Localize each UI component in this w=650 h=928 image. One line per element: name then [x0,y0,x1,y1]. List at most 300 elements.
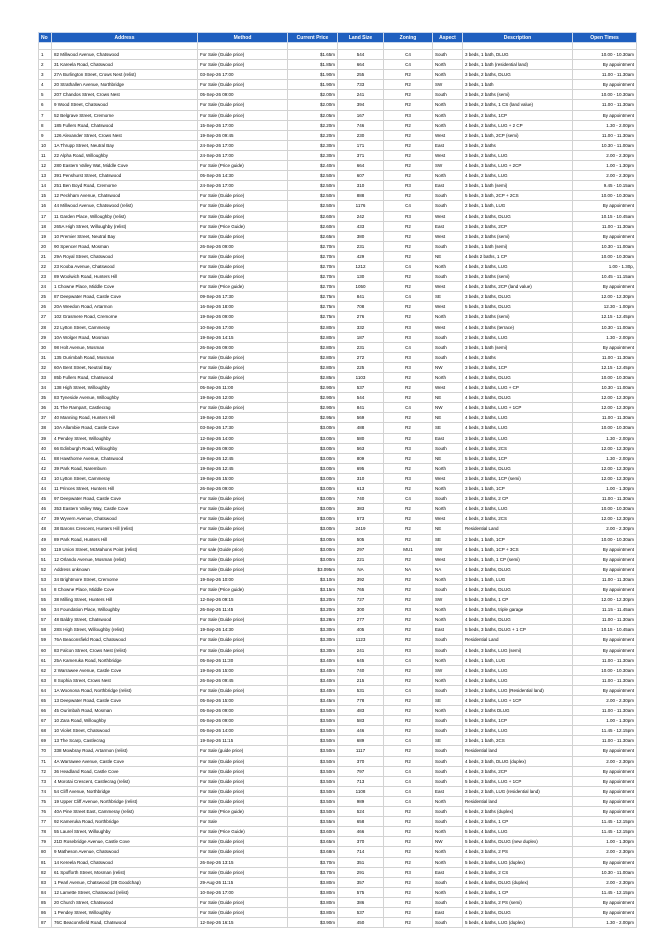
table-row[interactable] [39,635,637,645]
cell-description: 4 beds, 1 bath, 1CP + 3CS [463,544,573,554]
table-row[interactable] [39,161,637,171]
table-row[interactable] [39,120,637,130]
cell-no: 67 [39,716,52,726]
cell-address: 20 Church Street, Chatswood [52,897,198,907]
table-row[interactable] [39,90,637,100]
cell-no: 4 [39,80,52,90]
cell-land-size: 695 [338,463,384,473]
table-row[interactable] [39,696,637,706]
table-row[interactable] [39,201,637,211]
cell-open-times: 1.30 - 2.00pm [573,433,637,443]
cell-aspect: North [433,261,463,271]
cell-land-size: 841 [338,292,384,302]
cell-method: For Sale (Price guide) [198,282,288,292]
cell-method: 12-Sep-26 14:00 [198,433,288,443]
cell-address: 353 Eastern Valley Way, Castle Cove [52,504,198,514]
table-row[interactable] [39,918,637,928]
table-row[interactable] [39,786,637,796]
cell-open-times: 12.30 - 1.00pm [573,302,637,312]
cell-aspect: NW [433,837,463,847]
cell-no: 44 [39,484,52,494]
table-row[interactable] [39,373,637,383]
cell-open-times: 11.00 - 11.30am [573,130,637,140]
cell-description: 3 beds, 1 bath, 1CP [463,484,573,494]
table-row[interactable] [39,584,637,594]
cell-method: For Sale (Guide price) [198,554,288,564]
cell-open-times: 2.00 - 2.30pm [573,524,637,534]
cell-description: 4 beds, 3 baths, 2 PS [463,847,573,857]
column-header-method[interactable]: Method [198,33,288,43]
cell-description: 4 beds, 3 baths, DLUG [463,615,573,625]
cell-open-times: 11.15 - 11.45am [573,605,637,615]
column-header-open-times[interactable]: Open Times [573,33,637,43]
cell-description: 4 beds, 3 baths, 2 PS (semi) [463,897,573,907]
table-row[interactable] [39,615,637,625]
cell-aspect: South [433,50,463,60]
table-row[interactable] [39,665,637,675]
cell-method: For Sale (Guide price) [198,231,288,241]
cell-no: 32 [39,362,52,372]
cell-open-times: 12.00 - 12.30pm [573,403,637,413]
table-row[interactable] [39,524,637,534]
table-row[interactable] [39,605,637,615]
cell-method: 05-Sep-26 11:00 [198,383,288,393]
table-row[interactable] [39,50,637,60]
cell-price: $3.70m [288,857,338,867]
column-header-no[interactable]: No [39,33,52,43]
cell-zoning: R2 [384,827,433,837]
table-row[interactable] [39,443,637,453]
cell-land-size: 1123 [338,635,384,645]
cell-description: 4 beds, 2 baths, LUG [463,504,573,514]
table-row[interactable] [39,534,637,544]
cell-land-size: 613 [338,484,384,494]
cell-address: 48 Baldry Street, Chatswood [52,615,198,625]
table-row[interactable] [39,827,637,837]
cell-open-times: 1.00 - 1.30p, [573,261,637,271]
cell-address: 55 Laurel Street, Willoughby [52,827,198,837]
cell-aspect: West [433,150,463,160]
table-row[interactable] [39,272,637,282]
table-row[interactable] [39,433,637,443]
cell-description: 3 beds, 2 baths [463,140,573,150]
table-row[interactable] [39,181,637,191]
cell-address: 39 Wyvern Avenue, Chatswood [52,514,198,524]
cell-aspect: SW [433,595,463,605]
cell-land-size: 841 [338,403,384,413]
table-row[interactable] [39,907,637,917]
cell-land-size: 483 [338,706,384,716]
column-header-description[interactable]: Description [463,33,573,43]
cell-method: For Sale (Guide price) [198,251,288,261]
cell-no: 41 [39,453,52,463]
cell-open-times: 11.00 - 11.30am [573,574,637,584]
cell-land-size: 505 [338,534,384,544]
table-row[interactable] [39,221,637,231]
table-row[interactable] [39,756,637,766]
cell-open-times: 11.00 - 11.30am [573,494,637,504]
cell-no: 29 [39,332,52,342]
cell-price: $2.75m [288,302,338,312]
cell-price: $3.00m [288,554,338,564]
table-row[interactable] [39,847,637,857]
cell-land-size: 383 [338,504,384,514]
table-row[interactable] [39,80,637,90]
cell-open-times: 2.00 - 2.30pm [573,171,637,181]
cell-open-times: 10.30 - 11.00am [573,383,637,393]
table-row[interactable] [39,796,637,806]
cell-land-size: 569 [338,413,384,423]
table-row[interactable] [39,817,637,827]
cell-method: For Sale (Guide price) [198,756,288,766]
cell-aspect: East [433,907,463,917]
table-row[interactable] [39,342,637,352]
table-row[interactable] [39,807,637,817]
cell-land-size: 714 [338,847,384,857]
cell-open-times: 12.00 - 12.30pm [573,463,637,473]
table-row[interactable] [39,312,637,322]
cell-method: For Sale (Guide price) [198,635,288,645]
cell-open-times: 12.00 - 12.30pm [573,473,637,483]
cell-description: 4 beds, 3 baths, LUG (semi) [463,645,573,655]
cell-land-size: 433 [338,221,384,231]
cell-land-size: 746 [338,120,384,130]
cell-zoning: R3 [384,332,433,342]
cell-aspect: North [433,827,463,837]
cell-address: 36 Headland Road, Castle Cove [52,766,198,776]
cell-aspect: South [433,342,463,352]
cell-no: 30 [39,342,52,352]
table-row[interactable] [39,463,637,473]
cell-description: 3 beds, 2 baths, 1 CS (land value) [463,100,573,110]
cell-open-times: 10.30 - 11.00am [573,140,637,150]
table-row[interactable] [39,726,637,736]
cell-zoning: R2 [384,554,433,564]
cell-aspect: North [433,796,463,806]
cell-no: 60 [39,645,52,655]
cell-land-size: 241 [338,645,384,655]
cell-land-size: 310 [338,181,384,191]
table-row[interactable] [39,716,637,726]
table-row[interactable] [39,191,637,201]
cell-aspect: North [433,605,463,615]
cell-address: 83 Falcon Street, Crows Nest (relist) [52,645,198,655]
cell-land-size: 989 [338,796,384,806]
table-row[interactable] [39,655,637,665]
table-row[interactable] [39,544,637,554]
cell-land-size: 371 [338,150,384,160]
column-header-address[interactable]: Address [52,33,198,43]
cell-no: 15 [39,191,52,201]
cell-no: 80 [39,847,52,857]
table-row[interactable] [39,857,637,867]
cell-zoning: NA [384,564,433,574]
table-row[interactable] [39,473,637,483]
cell-no: 55 [39,595,52,605]
table-row[interactable] [39,504,637,514]
cell-land-size: 563 [338,443,384,453]
cell-land-size: 778 [338,696,384,706]
table-row[interactable] [39,746,637,756]
table-row[interactable] [39,675,637,685]
cell-aspect: South [433,443,463,453]
cell-open-times: 12.15 - 12.45pm [573,312,637,322]
cell-aspect: SW [433,665,463,675]
cell-price: $2.05m [288,110,338,120]
cell-open-times: 10.45 - 11.15am [573,272,637,282]
cell-land-size: 300 [338,605,384,615]
cell-no: 22 [39,261,52,271]
cell-description: 4 beds 2 baths, 1 CP [463,251,573,261]
cell-no: 51 [39,554,52,564]
cell-address: 251 Ben Boyd Road, Cremorne [52,181,198,191]
cell-address: 338 Mowbray Road, Artarmon (relist) [52,746,198,756]
cell-price: $2.65m [288,231,338,241]
cell-address: 4 Pendey Street, Willoughby [52,433,198,443]
cell-land-size: 645 [338,655,384,665]
cell-zoning: R2 [384,373,433,383]
cell-method: 24-Sep-26 17:00 [198,181,288,191]
table-row[interactable] [39,625,637,635]
cell-land-size: 1117 [338,746,384,756]
cell-price: $3.50m [288,766,338,776]
cell-description: 4 beds, 2 baths, LUG [463,675,573,685]
table-row[interactable] [39,292,637,302]
cell-address: 391 Penshurst Street, Chatswood [52,171,198,181]
cell-price: $2.75m [288,292,338,302]
table-row[interactable] [39,241,637,251]
cell-open-times: By appointment [573,554,637,564]
table-row[interactable] [39,514,637,524]
cell-zoning: R2 [384,90,433,100]
table-row[interactable] [39,736,637,746]
cell-price: $3.50m [288,736,338,746]
table-row[interactable] [39,867,637,877]
cell-description: 3 beds, 2 baths, 1CP [463,362,573,372]
column-header-zoning[interactable]: Zoning [384,33,433,43]
cell-price: $1.85m [288,60,338,70]
cell-no: 69 [39,736,52,746]
cell-address: 82 Millwood Avenue, Chatswood [52,50,198,60]
table-row[interactable] [39,595,637,605]
cell-aspect: North [433,110,463,120]
cell-land-size: 370 [338,756,384,766]
table-row[interactable] [39,484,637,494]
cell-zoning: R2 [384,383,433,393]
cell-description: 4 beds, 2 baths, LUG + 2 CP [463,120,573,130]
cell-aspect: East [433,867,463,877]
cell-aspect: South [433,272,463,282]
table-row[interactable] [39,837,637,847]
cell-no: 85 [39,897,52,907]
cell-zoning: R2 [384,423,433,433]
table-row[interactable] [39,282,637,292]
cell-address: 2 Warrawee Avenue, Castle Cove [52,665,198,675]
table-row[interactable] [39,685,637,695]
table-row[interactable] [39,171,637,181]
cell-method: 26-Sep-26 09:45 [198,675,288,685]
cell-method: 19-Sep-26 15:00 [198,473,288,483]
cell-description: 3 beds, 2 baths, LUG [463,433,573,443]
cell-zoning: R3 [384,645,433,655]
cell-land-size: 272 [338,352,384,362]
table-row[interactable] [39,877,637,887]
cell-no: 82 [39,867,52,877]
cell-address: 90 Spencer Road, Mosman [52,241,198,251]
cell-no: 34 [39,383,52,393]
cell-description: 4 beds, 3 baths, LUG + 1CP [463,403,573,413]
table-row[interactable] [39,251,637,261]
column-header-current-price[interactable]: Current Price [288,33,338,43]
cell-address: 102 Grasmere Road, Cremorne [52,312,198,322]
cell-aspect: West [433,282,463,292]
cell-method: 09-Sep-26 17:30 [198,292,288,302]
table-row[interactable] [39,887,637,897]
cell-zoning: R2 [384,312,433,322]
table-row[interactable] [39,776,637,786]
table-row[interactable] [39,150,637,160]
table-row[interactable] [39,897,637,907]
cell-open-times: By appointment [573,796,637,806]
table-row[interactable] [39,645,637,655]
cell-no: 45 [39,494,52,504]
table-row[interactable] [39,383,637,393]
table-row[interactable] [39,322,637,332]
cell-method: For Sale (Guide price) [198,534,288,544]
table-row[interactable] [39,110,637,120]
table-row[interactable] [39,302,637,312]
cell-open-times: By appointment [573,282,637,292]
table-row[interactable] [39,70,637,80]
table-row[interactable] [39,140,637,150]
cell-description: 5 beds, 3 baths, DLUG [463,302,573,312]
cell-price: $3.50m [288,716,338,726]
cell-open-times: 1.00 - 1.30pm [573,716,637,726]
cell-aspect: SE [433,696,463,706]
cell-method: For Sale (Guide price) [198,272,288,282]
cell-method: For Sale (Guide price) [198,766,288,776]
cell-no: 84 [39,887,52,897]
cell-land-size: 580 [338,433,384,443]
cell-method: For Sale (Guide price) [198,201,288,211]
table-row[interactable] [39,211,637,221]
cell-no: 73 [39,776,52,786]
cell-zoning: R2 [384,837,433,847]
cell-aspect: South [433,766,463,776]
cell-address: 88 Hawthorne Avenue, Chatswood [52,453,198,463]
table-row[interactable] [39,60,637,70]
cell-price: $2.80m [288,362,338,372]
cell-no: 66 [39,706,52,716]
cell-open-times: 11.00 - 11.30am [573,615,637,625]
cell-no: 58 [39,625,52,635]
cell-address: 135 Ourimbah Road, Mosman [52,352,198,362]
table-row[interactable] [39,554,637,564]
cell-method: 05-Sep-26 09:00 [198,90,288,100]
table-row[interactable] [39,231,637,241]
cell-land-size: 524 [338,807,384,817]
cell-price: $2.30m [288,150,338,160]
column-header-land-size[interactable]: Land Size [338,33,384,43]
table-row[interactable] [39,403,637,413]
cell-address: 44 Millwood Avenue, Chatswood (relist) [52,201,198,211]
cell-description: 4 beds, 2 baths, LUG + CP [463,383,573,393]
table-row[interactable] [39,352,637,362]
cell-price: $3.55m [288,817,338,827]
cell-method: 19-Sep-26 12:00 [198,393,288,403]
cell-zoning: R2 [384,504,433,514]
table-row[interactable] [39,423,637,433]
cell-method: 05-Sep-26 11:30 [198,655,288,665]
cell-zoning: C4 [384,796,433,806]
cell-aspect: SW [433,161,463,171]
table-row[interactable] [39,706,637,716]
table-row[interactable] [39,453,637,463]
table-row[interactable] [39,413,637,423]
cell-description: 4 beds, 2 baths, DLUG [463,393,573,403]
table-row[interactable] [39,100,637,110]
cell-price: $3.00m [288,473,338,483]
cell-open-times: 10.00 - 10.30am [573,191,637,201]
table-row[interactable] [39,766,637,776]
cell-no: 62 [39,665,52,675]
cell-method: For Sale (Guide price) [198,615,288,625]
cell-no: 21 [39,251,52,261]
cell-description: 3 beds, 1 bath (semi) [463,241,573,251]
cell-land-size: 357 [338,877,384,887]
cell-aspect: West [433,514,463,524]
cell-address: 29A Royal Street, Chatswood [52,251,198,261]
cell-price: $3.00m [288,494,338,504]
cell-address: 38 Milling Street, Hunters Hill [52,595,198,605]
cell-land-size: 187 [338,332,384,342]
table-row[interactable] [39,494,637,504]
cell-open-times: 10.30 - 11.00am [573,322,637,332]
cell-no: 57 [39,615,52,625]
cell-price: $2.00m [288,100,338,110]
cell-no: 3 [39,70,52,80]
cell-open-times: 11.45 - 12.15pm [573,726,637,736]
cell-aspect: NE [433,453,463,463]
cell-description: 4 beds, 2 baths, DLUG [463,584,573,594]
table-row[interactable] [39,332,637,342]
table-row[interactable] [39,574,637,584]
cell-zoning: R2 [384,897,433,907]
cell-address: 9 Wood Street, Chatswood [52,100,198,110]
table-row[interactable] [39,393,637,403]
cell-land-size: 230 [338,130,384,140]
cell-method: 15-Sep-26 17:00 [198,120,288,130]
column-header-aspect[interactable]: Aspect [433,33,463,43]
table-row[interactable] [39,130,637,140]
table-row[interactable] [39,362,637,372]
cell-zoning: R2 [384,595,433,605]
cell-zoning: R3 [384,322,433,332]
cell-zoning: C4 [384,50,433,60]
table-row[interactable] [39,261,637,271]
table-row[interactable] [39,564,637,574]
cell-method: 19-Sep-26 09:00 [198,443,288,453]
cell-price: $3.10m [288,574,338,584]
cell-zoning: C4 [384,292,433,302]
cell-zoning: R2 [384,918,433,928]
cell-method: 19-Sep-26 14:30 [198,625,288,635]
cell-no: 47 [39,514,52,524]
cell-method: For Sale (Guide price) [198,352,288,362]
cell-description: 3 beds, 1 bath, LUG [463,574,573,584]
cell-aspect: South [433,494,463,504]
cell-address: 1A Thrupp Street, Neutral Bay [52,140,198,150]
